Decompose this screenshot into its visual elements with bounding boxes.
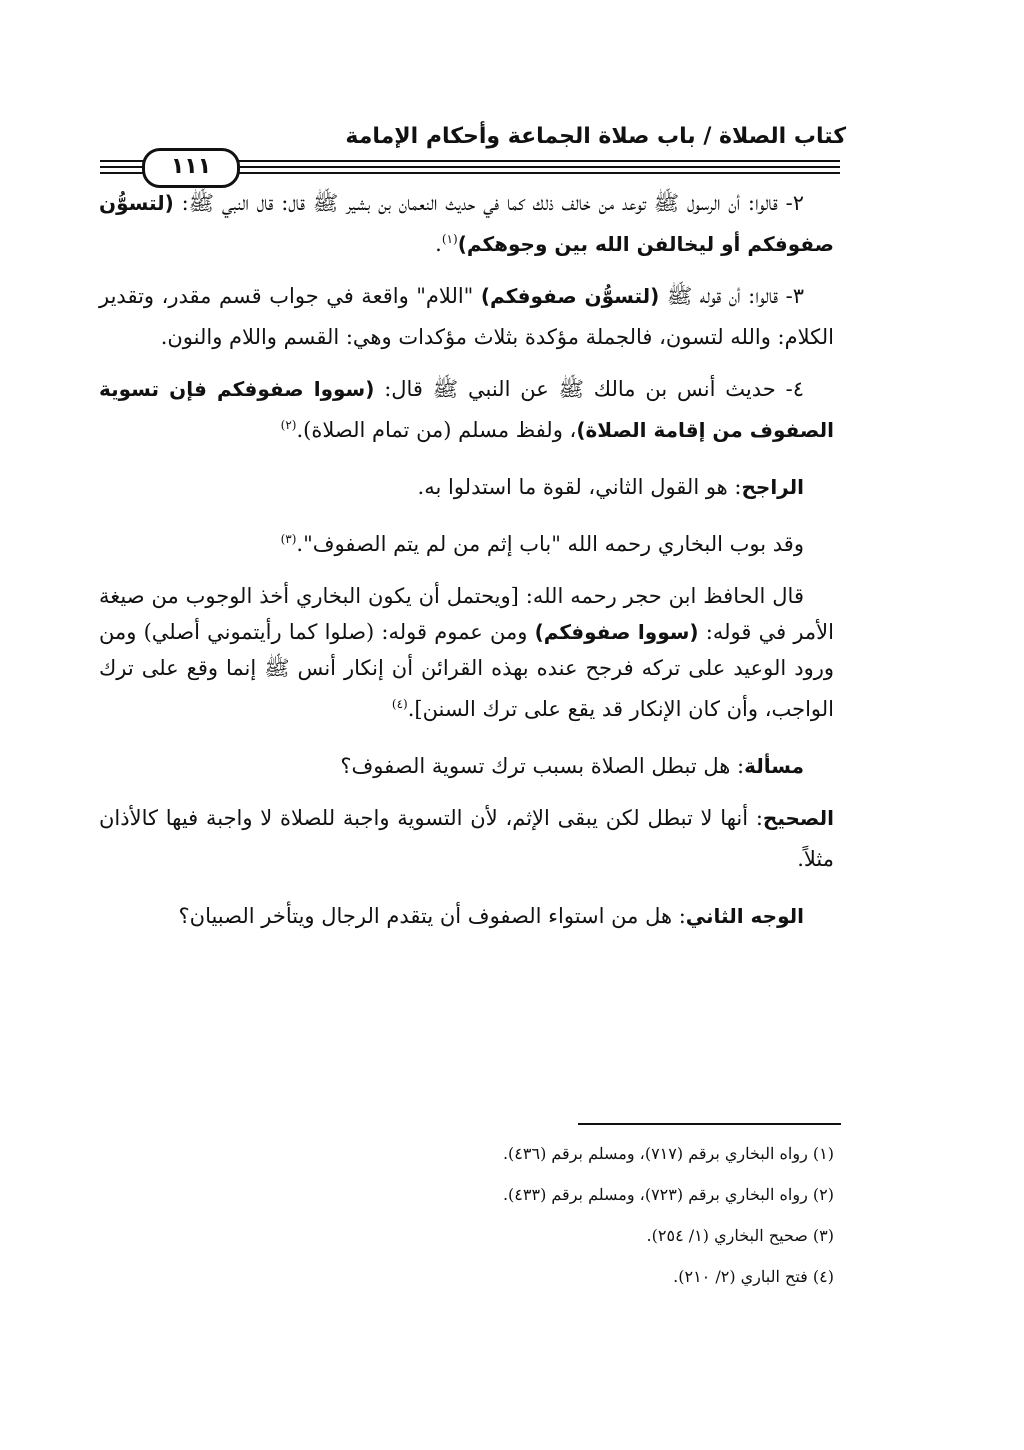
bold-lead: الوجه الثاني [685,904,804,928]
paragraph-tail: ومن عموم قوله: (صلوا كما رأيتموني أصلي) ومن ورود الوعيد على تركه فرجح عنده بهذه القرائن أن إنكار أنس ﷺ إنما وقع على ترك الواجب، وأن كان الإنكار قد يقع على ترك السنن]. [99,620,834,721]
paragraph [99,893,834,934]
footnote-separator [578,1123,841,1125]
paragraph-text: : أنها لا تبطل لكن يبقى الإثم، لأن التسوية واجبة للصلاة لا واجبة فيها كالأذان مثلاً. [99,806,834,871]
paragraph-tail: "اللام" واقعة في جواب قسم مقدر، وتقدير الكلام: والله لتسون، فالجملة مؤكدة بثلاث مؤكدات وهي: القسم واللام والنون. [99,284,834,349]
paragraph-tail: ، ولفظ مسلم (من تمام الصلاة). [296,418,577,442]
paragraph-tail: . [435,232,442,256]
paragraph [99,521,834,562]
item-number: ٢- [777,191,804,215]
paragraph [99,371,834,448]
paragraph-text: : هو القول الثاني، لقوة ما استدلوا به. [417,475,742,499]
footnote-ref: (٤) [391,697,408,711]
paragraph-text: : هل من استواء الصفوف أن يتقدم الرجال ويتأخر الصبيان؟ [178,904,686,928]
footnote-ref: (١) [441,232,458,246]
running-header: كتاب الصلاة / باب صلاة الجماعة وأحكام الإمامة [345,124,846,149]
paragraph-text: : هل تبطل الصلاة بسبب ترك تسوية الصفوف؟ [340,754,745,778]
paragraph [99,800,834,877]
bold-quote: (سووا صفوفكم) [534,620,699,644]
page-number: ١١١ [142,148,240,188]
paragraph-text: حديث أنس بن مالك ﷺ عن النبي ﷺ قال: [374,377,776,401]
bold-quote: (سووا صفوفكم فإن تسوية الصفوف من إقامة الصلاة) [99,377,834,442]
paragraph-text: وقد بوب البخاري رحمه الله "باب إثم من لم يتم الصفوف". [296,532,804,556]
bold-quote: (لتسوُّن صفوفكم) [480,284,660,308]
paragraph-text: قالوا: أن الرسول ﷺ توعد من خالف ذلك كما في حديث النعمان بن بشير ﷺ قال: قال النبي ﷺ: [173,191,778,215]
paragraph [99,185,834,262]
footnote-ref: (٣) [280,532,297,546]
footnote-ref: (٢) [280,418,297,432]
footnote: (٣) صحيح البخاري (١/ ٢٥٤). [646,1226,834,1245]
footnote: (٤) فتح الباري (٢/ ٢١٠). [673,1267,834,1286]
bold-lead: الصحيح [762,806,834,830]
body-text [99,185,834,950]
paragraph-text: قال الحافظ ابن حجر رحمه الله: [ويحتمل أن يكون البخاري أخذ الوجوب من صيغة الأمر في قوله: [99,584,834,644]
paragraph [99,464,834,505]
paragraph [99,278,834,355]
footnote: (٢) رواه البخاري برقم (٧٢٣)، ومسلم برقم (٤٣٣). [502,1185,834,1204]
bold-lead: الراجح [741,475,804,499]
paragraph-text: قالوا: أن قوله ﷺ [659,284,779,308]
item-number: ٤- [775,377,804,401]
bold-quote: (لتسوُّن صفوفكم أو ليخالفن الله بين وجوهكم) [99,191,834,256]
footnotes [99,1140,834,1304]
footnote: (١) رواه البخاري برقم (٧١٧)، ومسلم برقم (٤٣٦). [502,1144,834,1163]
item-number: ٣- [778,284,804,308]
paragraph [99,578,834,727]
bold-lead: مسألة [744,754,804,778]
paragraph [99,743,834,784]
